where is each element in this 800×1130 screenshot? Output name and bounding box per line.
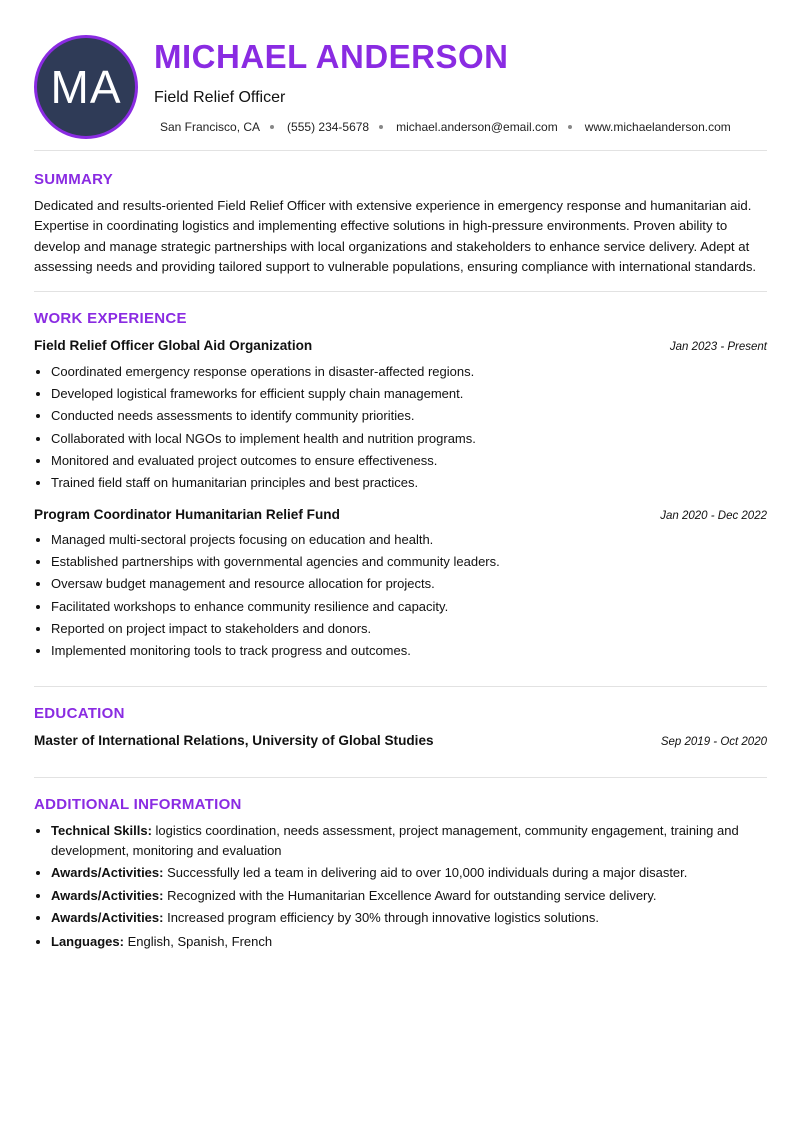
list-item: • Reported on project impact to stakeholders and donors.: [51, 618, 767, 640]
divider: [34, 291, 767, 292]
list-item: • Developed logistical frameworks for efficient supply chain management.: [51, 383, 767, 405]
contact-phone: (555) 234-5678: [287, 120, 370, 134]
job-bullets: [34, 529, 767, 662]
item-label: Languages:: [51, 933, 124, 949]
list-item: [51, 908, 767, 928]
list-item: [51, 932, 767, 952]
item-text: Increased program efficiency by 30% through innovative logistics solutions.: [167, 910, 599, 925]
list-item: • Trained field staff on humanitarian principles and best practices.: [51, 472, 767, 494]
job-role: Program Coordinator Humanitarian Relief Fund: [34, 507, 340, 522]
item-text: Recognized with the Humanitarian Excellence Award for outstanding service delivery.: [167, 887, 657, 903]
list-item: • Collaborated with local NGOs to implement health and nutrition programs.: [51, 428, 767, 450]
candidate-title: Field Relief Officer: [154, 89, 286, 106]
job-dates: Jan 2020 - Dec 2022: [660, 510, 767, 522]
separator-dot: [270, 125, 274, 129]
education-entry: [34, 733, 767, 748]
job-dates: Jan 2023 - Present: [669, 341, 767, 353]
avatar-initials: MA: [50, 61, 122, 113]
candidate-name: MICHAEL ANDERSON: [154, 38, 509, 75]
item-text: Successfully led a team in delivering aid to over 10,000 individuals during a major disaster.: [167, 865, 688, 880]
list-item: [51, 886, 767, 906]
item-text: English, Spanish, French: [127, 933, 273, 949]
contact-bar: [160, 120, 731, 134]
item-label: Awards/Activities:: [51, 887, 164, 903]
education-degree: Master of International Relations, University of Global Studies: [34, 733, 434, 748]
summary-heading: SUMMARY: [34, 171, 114, 188]
list-item: [51, 863, 767, 883]
list-item: • Conducted needs assessments to identify community priorities.: [51, 405, 767, 427]
list-item: [51, 821, 767, 860]
list-item: • Monitored and evaluated project outcomes to ensure effectiveness.: [51, 450, 767, 472]
education-dates: Sep 2019 - Oct 2020: [660, 736, 767, 748]
summary-text: Dedicated and results-oriented Field Relief Officer with extensive experience in emergency response and humanitarian aid. Expertise in coordinating logistics and implementing effective solutions in high-pressure environments. Proven ability to develop and manage strategic partnerships with local organizations and stakeholders to enhance service delivery. Adept at assessing needs and providing tailored support to vulnerable populations, ensuring compliance with international standards.: [34, 198, 757, 274]
job-header: [34, 338, 767, 353]
item-label: Technical Skills:: [51, 823, 152, 838]
divider: [34, 150, 767, 151]
list-item: • Established partnerships with governmental agencies and community leaders.: [51, 551, 767, 573]
list-item: • Oversaw budget management and resource allocation for projects.: [51, 573, 767, 595]
job-header: [34, 507, 767, 522]
avatar: [34, 35, 138, 139]
education-heading: EDUCATION: [34, 705, 125, 722]
item-text: logistics coordination, needs assessment, project management, community engagement, training and development, monitoring and evaluation: [51, 823, 739, 858]
item-label: Awards/Activities:: [51, 865, 164, 880]
separator-dot: [568, 125, 572, 129]
separator-dot: [379, 125, 383, 129]
job-bullets: [34, 361, 767, 494]
list-item: • Implemented monitoring tools to track progress and outcomes.: [51, 640, 767, 662]
item-label: Awards/Activities:: [51, 910, 164, 925]
contact-website[interactable]: www.michaelanderson.com: [584, 120, 731, 134]
additional-info-heading: ADDITIONAL INFORMATION: [34, 796, 242, 813]
list-item: • Coordinated emergency response operations in disaster-affected regions.: [51, 361, 767, 383]
job-role: Field Relief Officer Global Aid Organization: [34, 338, 313, 353]
list-item: • Facilitated workshops to enhance community resilience and capacity.: [51, 596, 767, 618]
work-experience-heading: WORK EXPERIENCE: [34, 310, 187, 327]
additional-info-list: [34, 821, 767, 954]
contact-email[interactable]: michael.anderson@email.com: [396, 120, 558, 134]
divider: [34, 777, 767, 778]
list-item: • Managed multi-sectoral projects focusing on education and health.: [51, 529, 767, 551]
divider: [34, 686, 767, 687]
contact-location: San Francisco, CA: [160, 120, 261, 134]
